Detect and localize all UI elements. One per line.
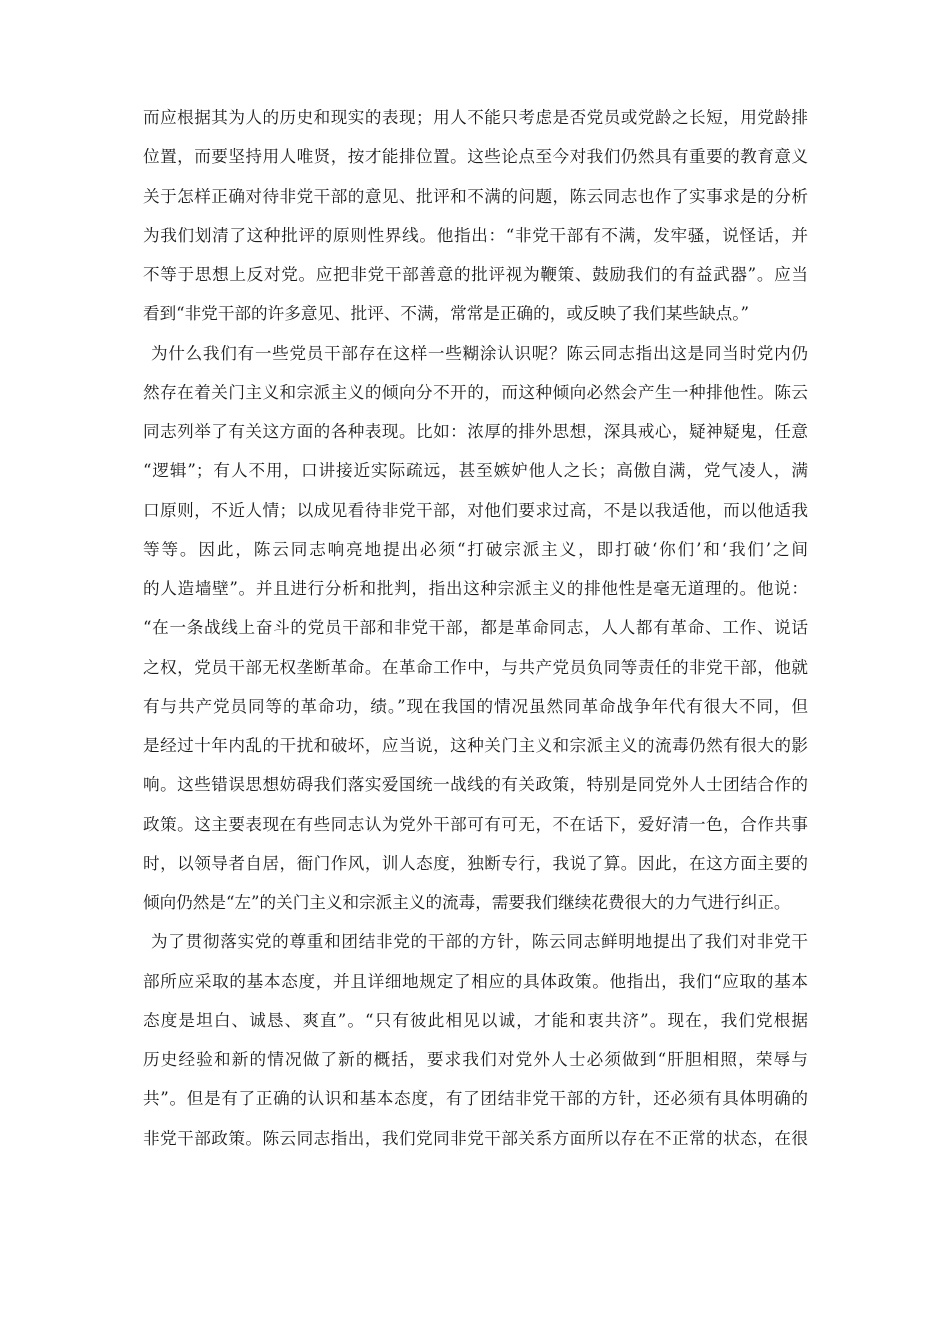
paragraph-p2 bbox=[143, 334, 808, 923]
text-line: 历史经验和新的情况做了新的概括，要求我们对党外人士必须做到“肝胆相照，荣辱与 bbox=[143, 1050, 808, 1069]
text-line: 之权，党员干部无权垄断革命。在革命工作中，与共产党员负同等责任的非党干部，他就 bbox=[143, 657, 808, 677]
text-line: 等等。因此，陈云同志响亮地提出必须“打破宗派主义，即打破‘你们’和‘我们’之间 bbox=[143, 539, 808, 559]
text-line: 响。这些错误思想妨碍我们落实爱国统一战线的有关政策，特别是同党外人士团结合作的 bbox=[143, 775, 808, 795]
document-body bbox=[143, 98, 808, 1158]
text-line: “逻辑”；有人不用，口讲接近实际疏远，甚至嫉妒他人之长；高傲自满，党气凌人，满 bbox=[143, 461, 808, 481]
text-line: 有与共产党员同等的革命功，绩。”现在我国的情况虽然同革命战争年代有很大不同，但 bbox=[143, 696, 808, 716]
text-line: 口原则，不近人情；以成见看待非党干部，对他们要求过高，不是以我适他，而以他适我 bbox=[143, 500, 808, 520]
paragraph-p1 bbox=[143, 98, 808, 334]
text-line: 看到“非党干部的许多意见、批评、不满，常常是正确的，或反映了我们某些缺点。” bbox=[143, 304, 750, 324]
text-line: 而应根据其为人的历史和现实的表现；用人不能只考虑是否党员或党龄之长短，用党龄排 bbox=[143, 108, 808, 127]
text-line: 时，以领导者自居，衙门作风，训人态度，独断专行，我说了算。因此，在这方面主要的 bbox=[143, 853, 808, 873]
text-line: 是经过十年内乱的干扰和破坏，应当说，这种关门主义和宗派主义的流毒仍然有很大的影 bbox=[143, 736, 808, 755]
text-line: 共”。但是有了正确的认识和基本态度，有了团结非党干部的方针，还必须有具体明确的 bbox=[143, 1089, 808, 1109]
text-line: 的人造墙壁”。并且进行分析和批判，指出这种宗派主义的排他性是毫无道理的。他说： bbox=[143, 579, 808, 598]
text-line: 同志列举了有关这方面的各种表现。比如：浓厚的排外思想，深具戒心，疑神疑鬼，任意 bbox=[143, 422, 808, 441]
text-line: 政策。这主要表现在有些同志认为党外干部可有可无，不在话下，爱好清一色，合作共事 bbox=[143, 814, 808, 834]
text-line: 为什么我们有一些党员干部存在这样一些糊涂认识呢？陈云同志指出这是同当时党内仍 bbox=[151, 343, 808, 363]
text-line: 非党干部政策。陈云同志指出，我们党同非党干部关系方面所以存在不正常的状态，在很 bbox=[143, 1128, 808, 1148]
text-line: 倾向仍然是“左”的关门主义和宗派主义的流毒，需要我们继续花费很大的力气进行纠正。 bbox=[143, 893, 791, 912]
text-line: 部所应采取的基本态度，并且详细地规定了相应的具体政策。他指出，我们“应取的基本 bbox=[143, 971, 808, 991]
text-line: 位置，而要坚持用人唯贤，按才能排位置。这些论点至今对我们仍然具有重要的教育意义 bbox=[143, 147, 808, 167]
paragraph-p3 bbox=[143, 922, 808, 1158]
text-line: 为了贯彻落实党的尊重和团结非党的干部的方针，陈云同志鲜明地提出了我们对非党干 bbox=[151, 932, 808, 952]
text-line: 态度是坦白、诚恳、爽直”。“只有彼此相见以诚，才能和衷共济”。现在，我们党根据 bbox=[143, 1010, 808, 1030]
text-line: 为我们划清了这种批评的原则性界线。他指出：“非党干部有不满，发牢骚，说怪话，并 bbox=[143, 225, 808, 245]
text-line: 不等于思想上反对党。应把非党干部善意的批评视为鞭策、鼓励我们的有益武器”。应当 bbox=[143, 265, 808, 284]
document-page bbox=[143, 98, 808, 1158]
text-line: 然存在着关门主义和宗派主义的倾向分不开的，而这种倾向必然会产生一种排他性。陈云 bbox=[143, 382, 808, 402]
text-line: 关于怎样正确对待非党干部的意见、批评和不满的问题，陈云同志也作了实事求是的分析 bbox=[143, 186, 808, 206]
text-line: “在一条战线上奋斗的党员干部和非党干部，都是革命同志，人人都有革命、工作、说话 bbox=[143, 618, 808, 638]
